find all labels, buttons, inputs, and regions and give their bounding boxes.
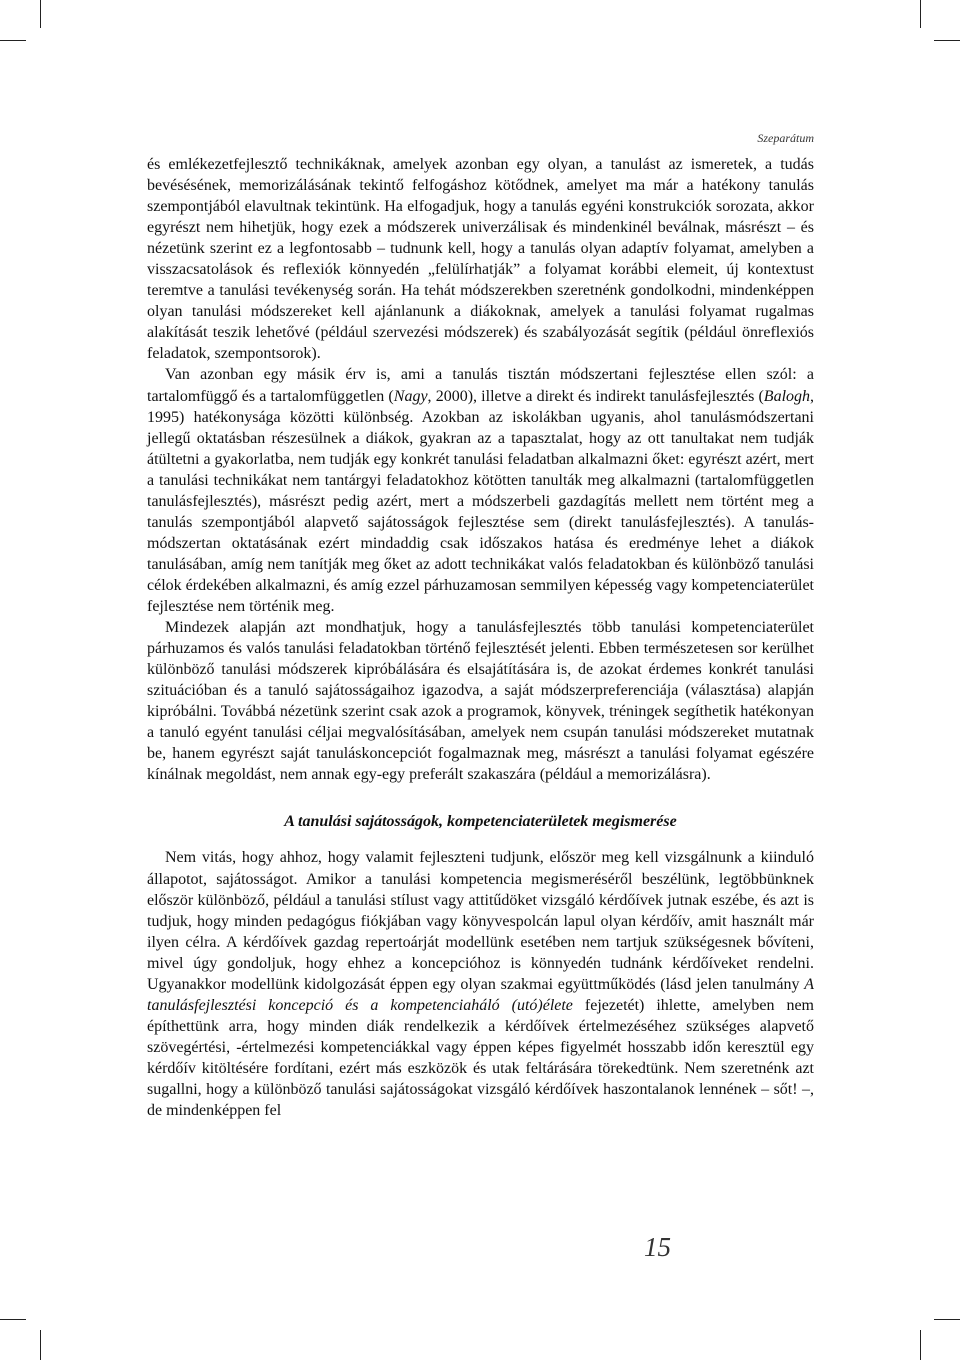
crop-mark xyxy=(934,1319,960,1320)
text-run: Nem vitás, hogy ahhoz, hogy valamit fejleszteni tudjunk, először meg kell vizsgálnunk a kiinduló állapotot, sajátosságot. Amikor a tanulási kompetencia megismeréséről beszélünk, legtöbbünknek először különböző, például a tanulási stílust vagy attitűdöket vizsgáló kérdőívek jutnak eszébe, és azt is tudjuk, hogy minden pedagógus fiókjában vagy könyvespolcán lapul olyan kérdőív, amit használt már ilyen célra. A kérdőívek gazdag repertoárját modellünk esetében nem tartjuk szükségesnek bővíteni, mivel úgy gondoljuk, hogy ehhez a koncepcióhoz is könnyedén tudnánk kérdőíveket rendelni. Ugyanakkor modellünk kidolgozását éppen egy olyan szakmai együttműködés (lásd jelen tanulmány xyxy=(147,849,814,993)
crop-mark xyxy=(40,1330,41,1360)
paragraph: és emlékezetfejlesztő technikáknak, amelyek azonban egy olyan, a tanulást az ismeretek, a tudás bevésésének, memorizálásának tekintő felfogáshoz kötődnek, amelyet ma már a hatékony tanulás szempontjából elavultnak tekintünk. Ha elfogadjuk, hogy a tanulás egyéni konstrukciók sorozata, akkor egyrészt nem hihetjük, hogy ezek a módszerek univerzálisak és mindenkinél beválnak, másrészt – és nézetünk szerint ez a legfontosabb – tudnunk kell, hogy a tanulás olyan adaptív folyamat, amelyben a visszacsatolások és reflexiók könnyedén „felülírhatják” a folyamat korábbi elemeit, új kontextust teremtve a tanulási tevékenység során. Ha tehát módszerekben szeretnénk gondolkodni, mindenképpen olyan tanulási módszereket kell ajánlanunk a diákoknak, amelyek a tanulási folyamat rugalmas alakítását teszik lehetővé (például szervezési módszerek) és szabályozását segítik (például önreflexiós feladatok, szempontsorok). xyxy=(147,156,814,363)
text-run: , 1995) hatékonysága közötti különbség. Azokban az iskolákban ugyanis, ahol tanulásmódszertani jellegű oktatásban részesülnek a diákok, gyakran az a tapasztalat, hogy az ott tanultakat nem tudják átültetni a gyakorlatba, nem tudják egy konkrét tanulási feladatban alkalmazni őket: egyrészt azért, mert a tanulási technikákat nem tantárgyi feladatokhoz kötötten tanulták meg alkalmazni (tartalomfüggetlen tanulásfejlesztés), másrészt pedig azért, mert a módszerbeli gazdagítás mellett nem történt meg a tanulás szempontjából alapvető sajátosságok fejlesztése sem (direkt tanulásfejlesztés). A tanulás-módszertan oktatásának ezért mindaddig csak időszakos hatása és eredménye lehet a diákok tanulásában, amíg nem tanítják meg őket az adott technikákat valós feladatokban és különböző tanulási célok érdekében alkalmazni, és amíg ezzel párhuzamosan semmilyen képesség vagy kompetenciaterület fejlesztése nem történik meg. xyxy=(147,387,815,615)
paragraph: Mindezek alapján azt mondhatjuk, hogy a tanulásfejlesztés több tanulási kompetenciaterület párhuzamos és valós tanulási feladatokban történő fejlesztését jelenti. Ebben természetesen sor kerülhet különböző tanulási módszerek kipróbálására és elsajátítására is, de azokat érdemes konkrét tanulási szituációban és a tanuló sajátosságaihoz igazodva, a saját módszerpreferenciája (választása) alapján kipróbálni. Továbbá nézetünk szerint csak azok a programok, könyvek, tréningek segíthetik hatékonyan a tanuló egyént tanulási céljai megvalósításában, amelyek nem csupán tanulási módszereket mutatnak be, hanem egyrészt saját tanuláskoncepciót fogalmaznak meg, másrészt a tanulási folyamat egészére kínálnak megoldást, nem annak egy-egy preferált szakaszára (például a memorizálásra). xyxy=(147,619,814,784)
citation-author: Nagy xyxy=(393,387,428,405)
paragraph xyxy=(147,847,814,1121)
running-head: Szeparátum xyxy=(757,131,814,145)
citation-author: Balogh xyxy=(763,387,811,405)
crop-mark xyxy=(934,40,960,41)
paragraph xyxy=(147,364,814,617)
crop-mark xyxy=(920,0,921,28)
text-run: , 2000), illetve a direkt és indirekt tanulásfejlesztés ( xyxy=(427,387,764,405)
page-number: 15 xyxy=(644,1232,671,1262)
text-run: fejezetét) ihlette, amelyben nem építhettünk arra, hogy minden diák rendelkezik a kérdőívek értelmezéséhez szükséges alapvető szövegértési, -értelmezési kompetenciákkal vagy éppen képes figyelmét hosszabb időn keresztül egy kérdőív kitöltésére fordítani, ezért más eszközök és utak feltárására törekedtünk. Nem szeretnénk azt sugallni, hogy a különböző tanulási sajátosságokat vizsgáló kérdőívek haszontalanok lennének – sőt! –, de mindenképpen fel xyxy=(147,996,814,1120)
text-run: Van azonban egy másik érv is, ami a tanulás tisztán módszertani fejlesztése ellen szól: a tartalomfüggő és a tartalomfüggetlen ( xyxy=(147,366,814,405)
crop-mark xyxy=(0,40,26,41)
crop-mark xyxy=(40,0,41,28)
crop-mark xyxy=(0,1319,26,1320)
section-heading: A tanulási sajátosságok, kompetenciaterületek megismerése xyxy=(284,813,677,831)
crop-mark xyxy=(920,1330,921,1360)
body-text xyxy=(147,154,814,1121)
chapter-reference: A tanulásfejlesztési koncepció és a kompetenciaháló (utó)élete xyxy=(147,975,814,1014)
